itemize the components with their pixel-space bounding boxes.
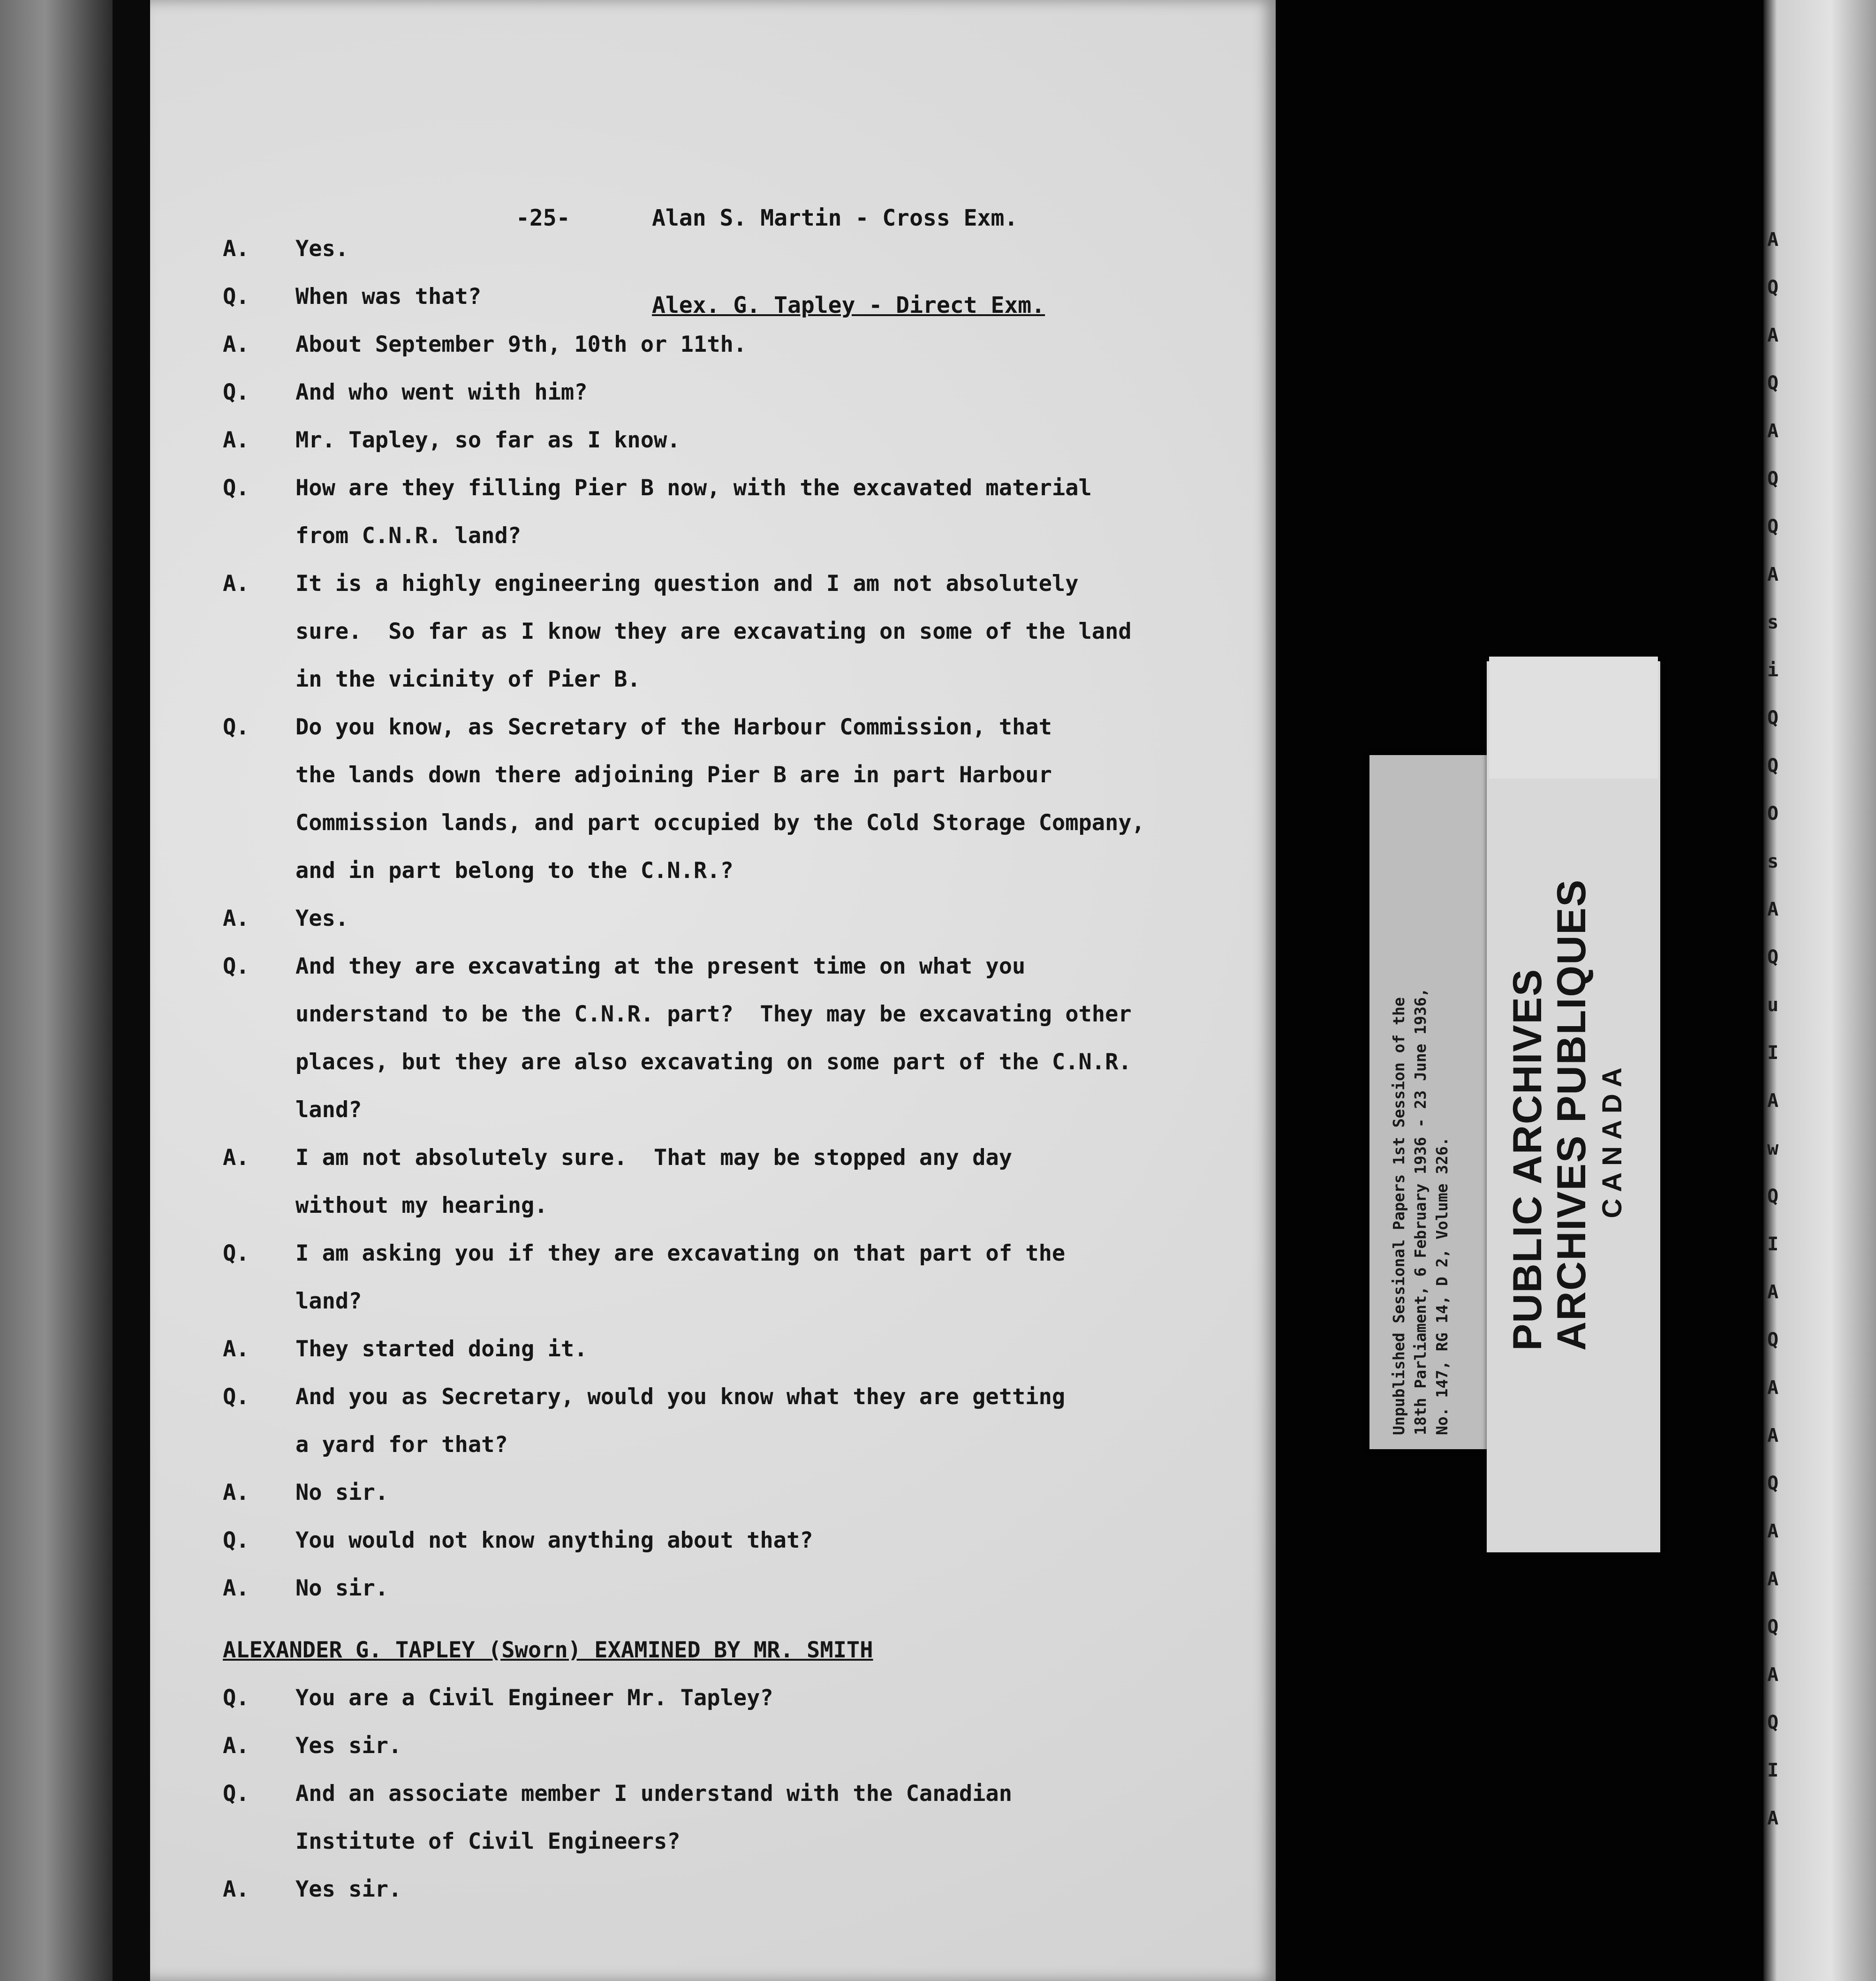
margin-mark: i [1767, 659, 1779, 681]
margin-mark: Q [1767, 1186, 1779, 1207]
line-text: a yard for that? [295, 1432, 508, 1458]
line-text: I am not absolutely sure. That may be stopped any day [295, 1145, 1013, 1171]
speaker-label: Q. [223, 1527, 250, 1553]
line-text: land? [295, 1097, 362, 1123]
archive-label-line-3: No. 147, RG 14, D 2, Volume 326. [1433, 1137, 1451, 1435]
margin-mark: s [1767, 851, 1779, 872]
transcript-line [223, 990, 1231, 1038]
line-text: understand to be the C.N.R. part? They may be excavating other [295, 1001, 1132, 1027]
line-text: places, but they are also excavating on some part of the C.N.R. [295, 1049, 1132, 1075]
transcript-line [223, 1674, 1231, 1722]
transcript-body [223, 225, 1231, 1913]
transcript-line [223, 321, 1231, 369]
transcript-line [223, 369, 1231, 416]
line-text: in the vicinity of Pier B. [295, 666, 641, 692]
transcript-line [223, 847, 1231, 895]
margin-mark: A [1767, 1090, 1779, 1111]
line-text: And you as Secretary, would you know what they are getting [295, 1384, 1066, 1410]
header-line-2: Alex. G. Tapley - Direct Exm. [652, 292, 1045, 318]
transcript-line [223, 1134, 1231, 1182]
page-gutter [113, 0, 150, 1981]
line-text: And an associate member I understand with the Canadian [295, 1781, 1013, 1807]
transcript-line [223, 1086, 1231, 1134]
document-page [150, 0, 1276, 1981]
speaker-label: Q. [223, 1685, 250, 1711]
transcript-line [223, 1565, 1231, 1612]
speaker-label: A. [223, 1575, 250, 1601]
line-text: the lands down there adjoining Pier B are in part Harbour [295, 762, 1052, 788]
transcript-line [223, 1038, 1231, 1086]
margin-mark: A [1767, 899, 1779, 920]
speaker-label: A. [223, 332, 250, 357]
margin-mark: I [1767, 1042, 1779, 1064]
margin-mark: A [1767, 564, 1779, 585]
line-text: Institute of Civil Engineers? [295, 1829, 681, 1854]
transcript-line [223, 703, 1231, 751]
speaker-label: Q. [223, 1781, 250, 1807]
margin-mark: w [1767, 1138, 1779, 1159]
line-text: You would not know anything about that? [295, 1527, 813, 1553]
transcript-line [223, 1325, 1231, 1373]
archive-label-line-1: Unpublished Sessional Papers 1st Session of the [1390, 997, 1408, 1435]
speaker-label: Q. [223, 953, 250, 979]
stamp-line-1: PUBLIC ARCHIVES [1505, 968, 1550, 1351]
line-text: No sir. [295, 1575, 389, 1601]
stamp-line-2: ARCHIVES PUBLIQUES [1549, 878, 1594, 1351]
margin-mark: A [1767, 1568, 1779, 1590]
margin-mark: A [1767, 1807, 1779, 1829]
transcript-line [223, 560, 1231, 608]
line-text: And they are excavating at the present time on what you [295, 953, 1026, 979]
line-text: No sir. [295, 1480, 389, 1505]
transcript-line [223, 1230, 1231, 1278]
margin-mark: I [1767, 1233, 1779, 1255]
transcript-line [223, 273, 1231, 321]
line-text: You are a Civil Engineer Mr. Tapley? [295, 1685, 773, 1711]
line-text: They started doing it. [295, 1336, 588, 1362]
margin-mark: A [1767, 1520, 1779, 1542]
speaker-label: A. [223, 571, 250, 597]
line-text: sure. So far as I know they are excavating on some of the land [295, 619, 1132, 644]
margin-mark: Q [1767, 1329, 1779, 1351]
transcript-line [223, 416, 1231, 464]
transcript-line [223, 1866, 1231, 1913]
line-text: About September 9th, 10th or 11th. [295, 332, 747, 357]
margin-mark: A [1767, 229, 1779, 250]
margin-mark: Q [1767, 516, 1779, 537]
speaker-label: A. [223, 1145, 250, 1171]
speaker-label: Q. [223, 714, 250, 740]
margin-mark: A [1767, 420, 1779, 442]
header-line-1: Alan S. Martin - Cross Exm. [652, 205, 1018, 231]
stamp-line-3: CANADA [1597, 1061, 1627, 1218]
line-text: Commission lands, and part occupied by the Cold Storage Company, [295, 810, 1145, 836]
transcript-line [223, 943, 1231, 990]
line-text: Yes. [295, 236, 349, 262]
speaker-label: Q. [223, 1240, 250, 1266]
line-text: When was that? [295, 284, 482, 310]
transcript-line [223, 608, 1231, 656]
line-text: land? [295, 1288, 362, 1314]
speaker-label: Q. [223, 379, 250, 405]
margin-mark: A [1767, 1425, 1779, 1446]
line-text: Mr. Tapley, so far as I know. [295, 427, 681, 453]
speaker-label: A. [223, 427, 250, 453]
margin-mark: I [1767, 1760, 1779, 1781]
margin-mark: A [1767, 325, 1779, 346]
right-adjacent-page [1763, 0, 1876, 1981]
margin-mark: Q [1767, 277, 1779, 298]
speaker-label: A. [223, 236, 250, 262]
transcript-line [223, 1278, 1231, 1325]
line-text: and in part belong to the C.N.R.? [295, 858, 734, 884]
margin-mark: A [1767, 1281, 1779, 1303]
right-margin-marks [1767, 216, 1778, 1842]
margin-mark: Q [1767, 468, 1779, 490]
line-text: I am asking you if they are excavating on that part of the [295, 1240, 1066, 1266]
transcript-line [223, 512, 1231, 560]
speaker-label: A. [223, 1876, 250, 1902]
margin-mark: Q [1767, 946, 1779, 968]
speaker-label: Q. [223, 284, 250, 310]
margin-mark: Q [1767, 707, 1779, 729]
transcript-line [223, 1373, 1231, 1421]
transcript-line [223, 225, 1231, 273]
line-text: Yes. [295, 906, 349, 931]
speaker-label: A. [223, 906, 250, 931]
transcript-line [223, 1517, 1231, 1565]
margin-mark: Q [1767, 1473, 1779, 1494]
line-text: And who went with him? [295, 379, 588, 405]
line-text: How are they filling Pier B now, with the excavated material [295, 475, 1092, 501]
transcript-line [223, 1770, 1231, 1818]
margin-mark: Q [1767, 1616, 1779, 1638]
left-adjacent-page [0, 0, 113, 1981]
speaker-label: Q. [223, 475, 250, 501]
line-text: Yes sir. [295, 1733, 402, 1759]
page-number: -25- [516, 205, 570, 231]
line-text: without my hearing. [295, 1193, 548, 1218]
margin-mark: A [1767, 1377, 1779, 1399]
line-text: from C.N.R. land? [295, 523, 522, 549]
transcript-line [223, 1469, 1231, 1517]
margin-mark: Q [1767, 1712, 1779, 1733]
line-text: Do you know, as Secretary of the Harbour Commission, that [295, 714, 1052, 740]
transcript-line [223, 1818, 1231, 1866]
margin-mark: Q [1767, 372, 1779, 394]
margin-mark: Q [1767, 755, 1779, 777]
archive-label-line-2: 18th Parliament, 6 February 1936 - 23 June 1936, [1411, 988, 1430, 1435]
section-heading: ALEXANDER G. TAPLEY (Sworn) EXAMINED BY MR. SMITH [223, 1637, 873, 1663]
margin-mark: s [1767, 612, 1779, 633]
line-text: It is a highly engineering question and I am not absolutely [295, 571, 1079, 597]
transcript-line [223, 751, 1231, 799]
transcript-line [223, 1722, 1231, 1770]
line-text: Yes sir. [295, 1876, 402, 1902]
margin-mark: O [1767, 803, 1779, 824]
transcript-line [223, 464, 1231, 512]
transcript-line [223, 1182, 1231, 1230]
speaker-label: A. [223, 1480, 250, 1505]
stamp-folded-tab [1489, 657, 1658, 779]
margin-mark: A [1767, 1664, 1779, 1686]
transcript-line [223, 1421, 1231, 1469]
speaker-label: A. [223, 1733, 250, 1759]
transcript-line [223, 799, 1231, 847]
speaker-label: Q. [223, 1384, 250, 1410]
margin-mark: u [1767, 994, 1779, 1016]
archives-stamp [1487, 661, 1660, 1552]
transcript-line [223, 895, 1231, 943]
transcript-line [223, 656, 1231, 703]
speaker-label: A. [223, 1336, 250, 1362]
